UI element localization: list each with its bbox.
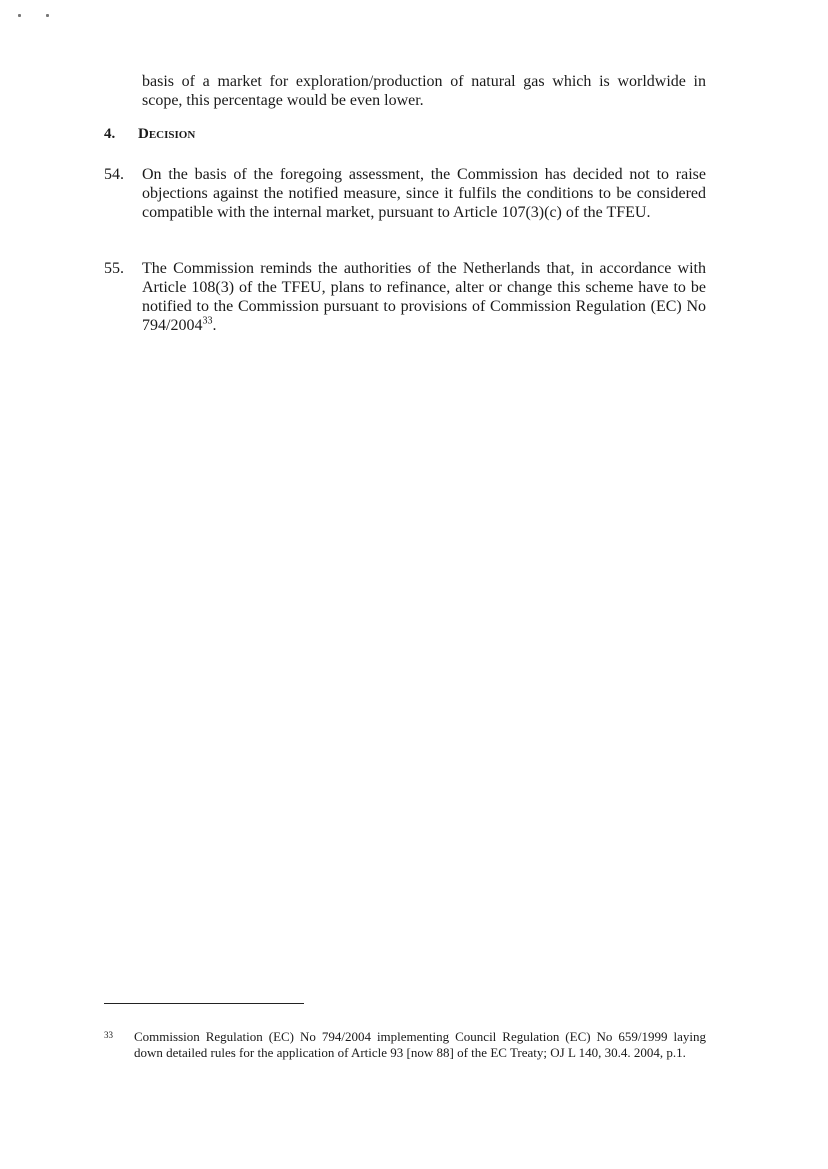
paragraph-text [142,259,706,335]
continuation-paragraph: basis of a market for exploration/production of natural gas which is worldwide in scope, this percentage would be even lower. [142,73,706,109]
paragraph-number: 54. [104,166,124,183]
paragraph-text: On the basis of the foregoing assessment, the Commission has decided not to raise objections against the notified measure, since it fulfils the conditions to be considered compatible with the internal market, pursuant to Article 107(3)(c) of the TFEU. [142,166,706,221]
scan-artifact-mark [46,14,49,17]
paragraph-text-body: The Commission reminds the authorities of the Netherlands that, in accordance with Article 108(3) of the TFEU, plans to refinance, alter or change this scheme have to be notified to the Commission pursuant to provisions of Commission Regulation (EC) No 794/2004 [142,260,706,334]
paragraph-text-end: . [212,317,217,334]
footnote-text: Commission Regulation (EC) No 794/2004 implementing Council Regulation (EC) No 659/1999 laying down detailed rules for the application of Article 93 [now 88] of the EC Treaty; OJ L 140, 30.4. 2004, p.1. [134,1029,706,1060]
scan-artifact-mark [18,14,21,17]
section-number: 4. [104,126,116,142]
footnote-reference[interactable]: 33 [202,315,213,327]
paragraph-number: 55. [104,260,124,277]
footnote-number: 33 [104,1030,113,1040]
footnote-separator [104,1003,304,1004]
section-title: Decision [138,126,196,142]
